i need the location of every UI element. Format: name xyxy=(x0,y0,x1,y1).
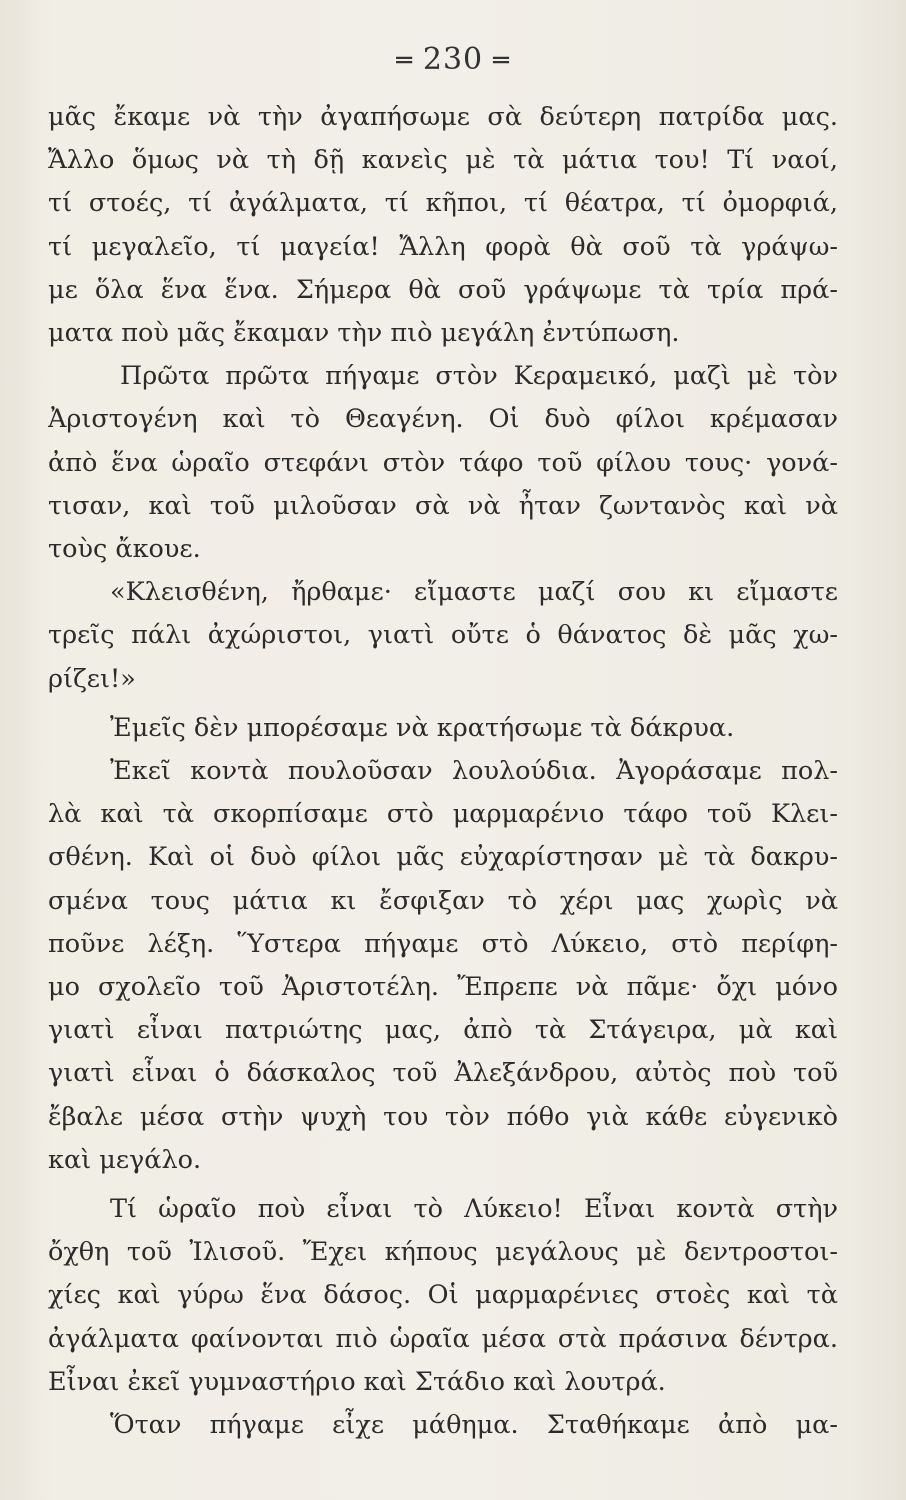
text-line: τί στοές, τί ἀγάλματα, τί κῆποι, τί θέατρα, τί ὀμορφιά, xyxy=(48,188,838,219)
text-line: μο σχολεῖο τοῦ Ἀριστοτέλη. Ἔπρεπε νὰ πᾶμε· ὄχι μόνο xyxy=(48,972,838,1003)
text-line: με ὅλα ἕνα ἕνα. Σήμερα θὰ σοῦ γράψωμε τὰ τρία πρά- xyxy=(48,274,838,305)
text-line: μᾶς ἔκαμε νὰ τὴν ἀγαπήσωμε σὰ δεύτερη πατρίδα μας. xyxy=(48,102,838,132)
text-line: Ἄλλο ὅμως νὰ τὴ δῇ κανεὶς μὲ τὰ μάτια του! Τί ναοί, xyxy=(48,145,838,176)
text-line: καὶ μεγάλο. xyxy=(48,1144,202,1175)
text-line: Τί ὡραῖο ποὺ εἶναι τὸ Λύκειο! Εἶναι κοντὰ στὴν xyxy=(110,1194,838,1225)
header-right-rule: ═ xyxy=(493,46,510,76)
text-line: σμένα τους μάτια κι ἔσφιξαν τὸ χέρι μας χωρὶς νὰ xyxy=(48,885,838,916)
header-left-rule: ═ xyxy=(396,46,413,76)
page-number: 230 xyxy=(422,42,484,77)
text-line: ἀπὸ ἕνα ὡραῖο στεφάνι στὸν τάφο τοῦ φίλου τους· γονά- xyxy=(48,447,838,478)
text-line: ποῦνε λέξη. Ὕστερα πήγαμε στὸ Λύκειο, στὸ περίφη- xyxy=(48,928,838,959)
text-line: Εἶναι ἐκεῖ γυμναστήριο καὶ Στάδιο καὶ λουτρά. xyxy=(48,1366,666,1397)
text-line: Ὅταν πήγαμε εἶχε μάθημα. Σταθήκαμε ἀπὸ μα- xyxy=(110,1410,838,1441)
text-line: «Κλεισθένη, ἤρθαμε· εἴμαστε μαζί σου κι εἴμαστε xyxy=(110,577,838,608)
text-line: τί μεγαλεῖο, τί μαγεία! Ἄλλη φορὰ θὰ σοῦ τὰ γράψω- xyxy=(48,231,838,262)
text-line: Ἐκεῖ κοντὰ πουλοῦσαν λουλούδια. Ἀγοράσαμε πολ- xyxy=(110,756,838,787)
page-body xyxy=(48,96,838,1447)
text-line: ἀγάλματα φαίνονται πιὸ ὡραῖα μέσα στὰ πράσινα δέντρα. xyxy=(48,1323,838,1354)
text-line: τοὺς ἄκουε. xyxy=(48,534,201,565)
text-line: λὰ καὶ τὰ σκορπίσαμε στὸ μαρμαρένιο τάφο τοῦ Κλει- xyxy=(48,799,838,830)
page-header xyxy=(0,42,906,77)
text-line: τρεῖς πάλι ἀχώριστοι, γιατὶ οὔτε ὁ θάνατος δὲ μᾶς χω- xyxy=(48,620,838,651)
text-line: χίες καὶ γύρω ἕνα δάσος. Οἱ μαρμαρένιες στοὲς καὶ τὰ xyxy=(48,1280,838,1311)
text-line: τισαν, καὶ τοῦ μιλοῦσαν σὰ νὰ ἦταν ζωντανὸς καὶ νὰ xyxy=(48,490,838,521)
text-line: γιατὶ εἶναι ὁ δάσκαλος τοῦ Ἀλεξάνδρου, αὐτὸς ποὺ τοῦ xyxy=(48,1058,838,1089)
text-line: Ἀριστογένη καὶ τὸ Θεαγένη. Οἱ δυὸ φίλοι κρέμασαν xyxy=(48,404,838,435)
text-line: ἔβαλε μέσα στὴν ψυχὴ του τὸν πόθο γιὰ κάθε εὐγενικὸ xyxy=(48,1101,838,1132)
text-line: σθένη. Καὶ οἱ δυὸ φίλοι μᾶς εὐχαρίστησαν μὲ τὰ δακρυ- xyxy=(48,842,838,873)
text-line: Ἐμεῖς δὲν μπορέσαμε νὰ κρατήσωμε τὰ δάκρυα. xyxy=(110,712,735,743)
text-line: Πρῶτα πρῶτα πήγαμε στὸν Κεραμεικό, μαζὶ μὲ τὸν xyxy=(120,361,838,392)
text-line: γιατὶ εἶναι πατριώτης μας, ἀπὸ τὰ Στάγειρα, μὰ καὶ xyxy=(48,1015,838,1046)
text-line: ματα ποὺ μᾶς ἔκαμαν τὴν πιὸ μεγάλη ἐντύπωση. xyxy=(48,318,680,349)
text-line: ρίζει!» xyxy=(48,663,136,694)
text-line: ὄχθη τοῦ Ἰλισοῦ. Ἔχει κήπους μεγάλους μὲ δεντροστοι- xyxy=(48,1237,838,1268)
